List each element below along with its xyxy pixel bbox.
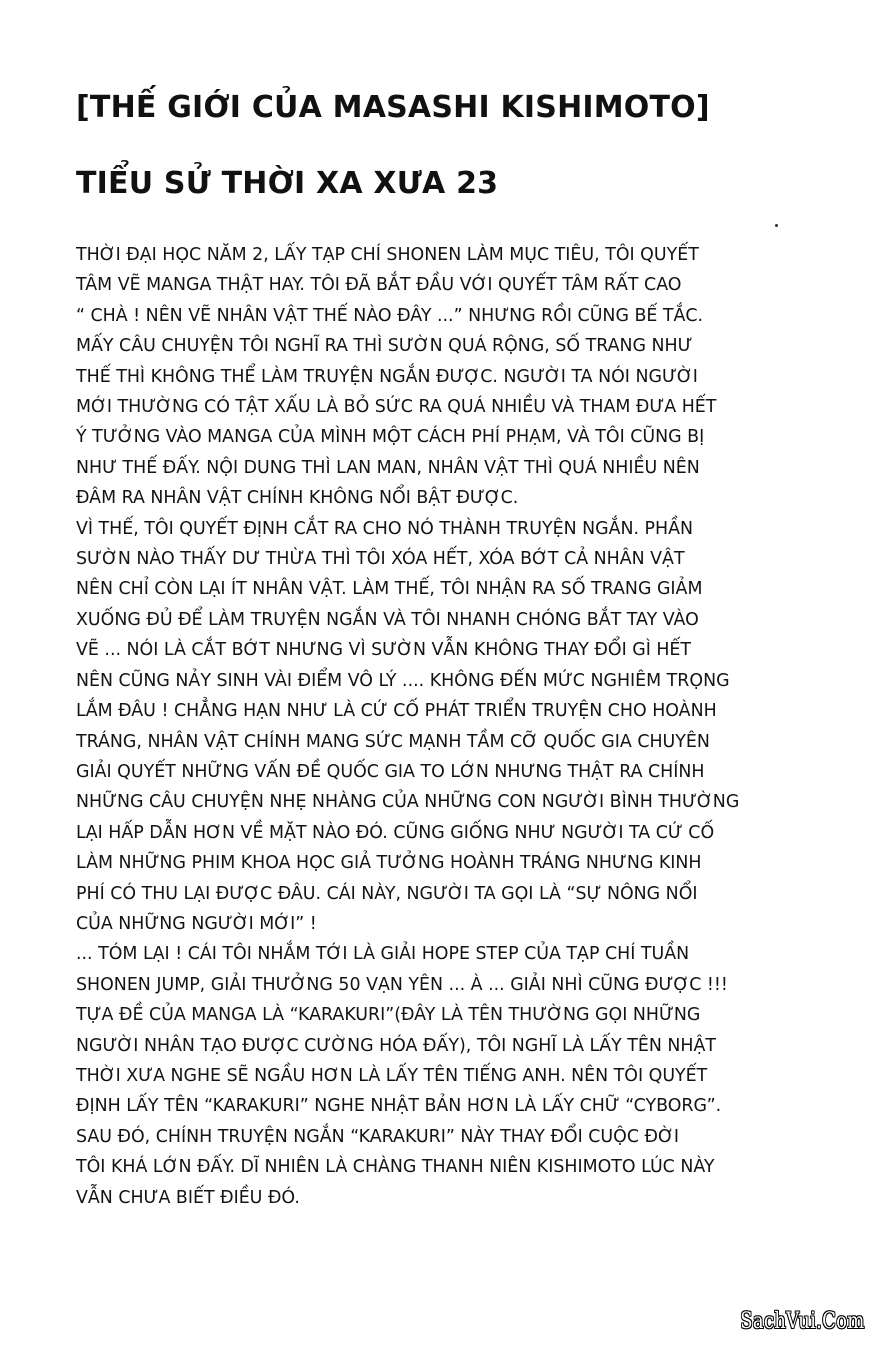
text-line: MẤY CÂU CHUYỆN TÔI NGHĨ RA THÌ SƯỜN QUÁ RỘNG, SỐ TRANG NHƯ xyxy=(76,336,693,357)
text-line: THỜI ĐẠI HỌC NĂM 2, LẤY TẠP CHÍ SHONEN LÀM MỤC TIÊU, TÔI QUYẾT xyxy=(76,245,699,265)
text-line: TÔI KHÁ LỚN ĐẤY. DĨ NHIÊN LÀ CHÀNG THANH NIÊN KISHIMOTO LÚC NÀY xyxy=(76,1157,715,1178)
text-line: XUỐNG ĐỦ ĐỂ LÀM TRUYỆN NGẮN VÀ TÔI NHANH CHÓNG BẮT TAY VÀO xyxy=(76,609,699,630)
text-line: VẪN CHƯA BIẾT ĐIỀU ĐÓ. xyxy=(76,1187,300,1208)
chapter-title: TIỂU SỬ THỜI XA XƯA 23 xyxy=(76,166,499,201)
text-line: CỦA NHỮNG NGƯỜI MỚI” ! xyxy=(76,913,317,934)
text-line: TÂM VẼ MANGA THẬT HAY. TÔI ĐÃ BẮT ĐẦU VỚI QUYẾT TÂM RẤT CAO xyxy=(76,275,682,296)
text-line: NÊN CŨNG NẢY SINH VÀI ĐIỂM VÔ LÝ .... KHÔNG ĐẾN MỨC NGHIÊM TRỌNG xyxy=(76,670,730,691)
series-title: [THẾ GIỚI CỦA MASASHI KISHIMOTO] xyxy=(76,90,710,125)
text-line: ĐÂM RA NHÂN VẬT CHÍNH KHÔNG NỔI BẬT ĐƯỢC. xyxy=(76,488,519,509)
text-line: VÌ THẾ, TÔI QUYẾT ĐỊNH CẮT RA CHO NÓ THÀNH TRUYỆN NGẮN. PHẦN xyxy=(76,518,694,539)
text-line: ĐỊNH LẤY TÊN “KARAKURI” NGHE NHẬT BẢN HƠN LÀ LẤY CHỮ “CYBORG”. xyxy=(76,1096,722,1117)
text-line: NGƯỜI NHÂN TẠO ĐƯỢC CƯỜNG HÓA ĐẤY), TÔI NGHĨ LÀ LẤY TÊN NHẬT xyxy=(76,1035,717,1056)
text-line: VẼ ... NÓI LÀ CẮT BỚT NHƯNG VÌ SƯỜN VẪN KHÔNG THAY ĐỔI GÌ HẾT xyxy=(76,640,692,661)
text-line: ... TÓM LẠI ! CÁI TÔI NHẮM TỚI LÀ GIẢI HOPE STEP CỦA TẠP CHÍ TUẦN xyxy=(76,944,690,965)
text-line: NHƯ THẾ ĐẤY. NỘI DUNG THÌ LAN MAN, NHÂN VẬT THÌ QUÁ NHIỀU NÊN xyxy=(76,457,700,478)
text-line: SHONEN JUMP, GIẢI THƯỞNG 50 VẠN YÊN ... À ... GIẢI NHÌ CŨNG ĐƯỢC !!! xyxy=(76,974,728,995)
text-line: LẠI HẤP DẪN HƠN VỀ MẶT NÀO ĐÓ. CŨNG GIỐNG NHƯ NGƯỜI TA CỨ CỐ xyxy=(76,822,715,843)
text-line: GIẢI QUYẾT NHỮNG VẤN ĐỀ QUỐC GIA TO LỚN NHƯNG THẬT RA CHÍNH xyxy=(76,761,705,782)
watermark: SachVui.Com xyxy=(740,1309,865,1334)
text-line: TRÁNG, NHÂN VẬT CHÍNH MANG SỨC MẠNH TẦM CỠ QUỐC GIA CHUYÊN xyxy=(76,731,710,752)
text-line: THỜI XƯA NGHE SẼ NGẦU HƠN LÀ LẤY TÊN TIẾNG ANH. NÊN TÔI QUYẾT xyxy=(76,1065,708,1086)
text-line: SƯỜN NÀO THẤY DƯ THỪA THÌ TÔI XÓA HẾT, XÓA BỚT CẢ NHÂN VẬT xyxy=(76,549,685,570)
text-line: LÀM NHỮNG PHIM KHOA HỌC GIẢ TƯỞNG HOÀNH TRÁNG NHƯNG KINH xyxy=(76,853,702,874)
body-text xyxy=(76,240,816,1213)
text-line: THẾ THÌ KHÔNG THỂ LÀM TRUYỆN NGẮN ĐƯỢC. NGƯỜI TA NÓI NGƯỜI xyxy=(76,366,698,387)
text-line: NHỮNG CÂU CHUYỆN NHẸ NHÀNG CỦA NHỮNG CON NGƯỜI BÌNH THƯỜNG xyxy=(76,792,740,813)
text-line: “ CHÀ ! NÊN VẼ NHÂN VẬT THẾ NÀO ĐÂY ...” NHƯNG RỒI CŨNG BẾ TẮC. xyxy=(76,305,704,326)
text-line: SAU ĐÓ, CHÍNH TRUYỆN NGẮN “KARAKURI” NÀY THAY ĐỔI CUỘC ĐỜI xyxy=(76,1126,679,1147)
text-line: LẮM ĐÂU ! CHẲNG HẠN NHƯ LÀ CỨ CỐ PHÁT TRIỂN TRUYỆN CHO HOÀNH xyxy=(76,701,717,722)
ink-speck xyxy=(775,224,778,227)
text-line: TỰA ĐỀ CỦA MANGA LÀ “KARAKURI”(ĐÂY LÀ TÊN THƯỜNG GỌI NHỮNG xyxy=(76,1005,701,1026)
text-line: MỚI THƯỜNG CÓ TẬT XẤU LÀ BỎ SỨC RA QUÁ NHIỀU VÀ THAM ĐƯA HẾT xyxy=(76,397,717,418)
text-line: Ý TƯỞNG VÀO MANGA CỦA MÌNH MỘT CÁCH PHÍ PHẠM, VÀ TÔI CŨNG BỊ xyxy=(76,427,705,448)
text-line: NÊN CHỈ CÒN LẠI ÍT NHÂN VẬT. LÀM THẾ, TÔI NHẬN RA SỐ TRANG GIẢM xyxy=(76,579,703,600)
text-line: PHÍ CÓ THU LẠI ĐƯỢC ĐÂU. CÁI NÀY, NGƯỜI TA GỌI LÀ “SỰ NÔNG NỔI xyxy=(76,883,698,904)
